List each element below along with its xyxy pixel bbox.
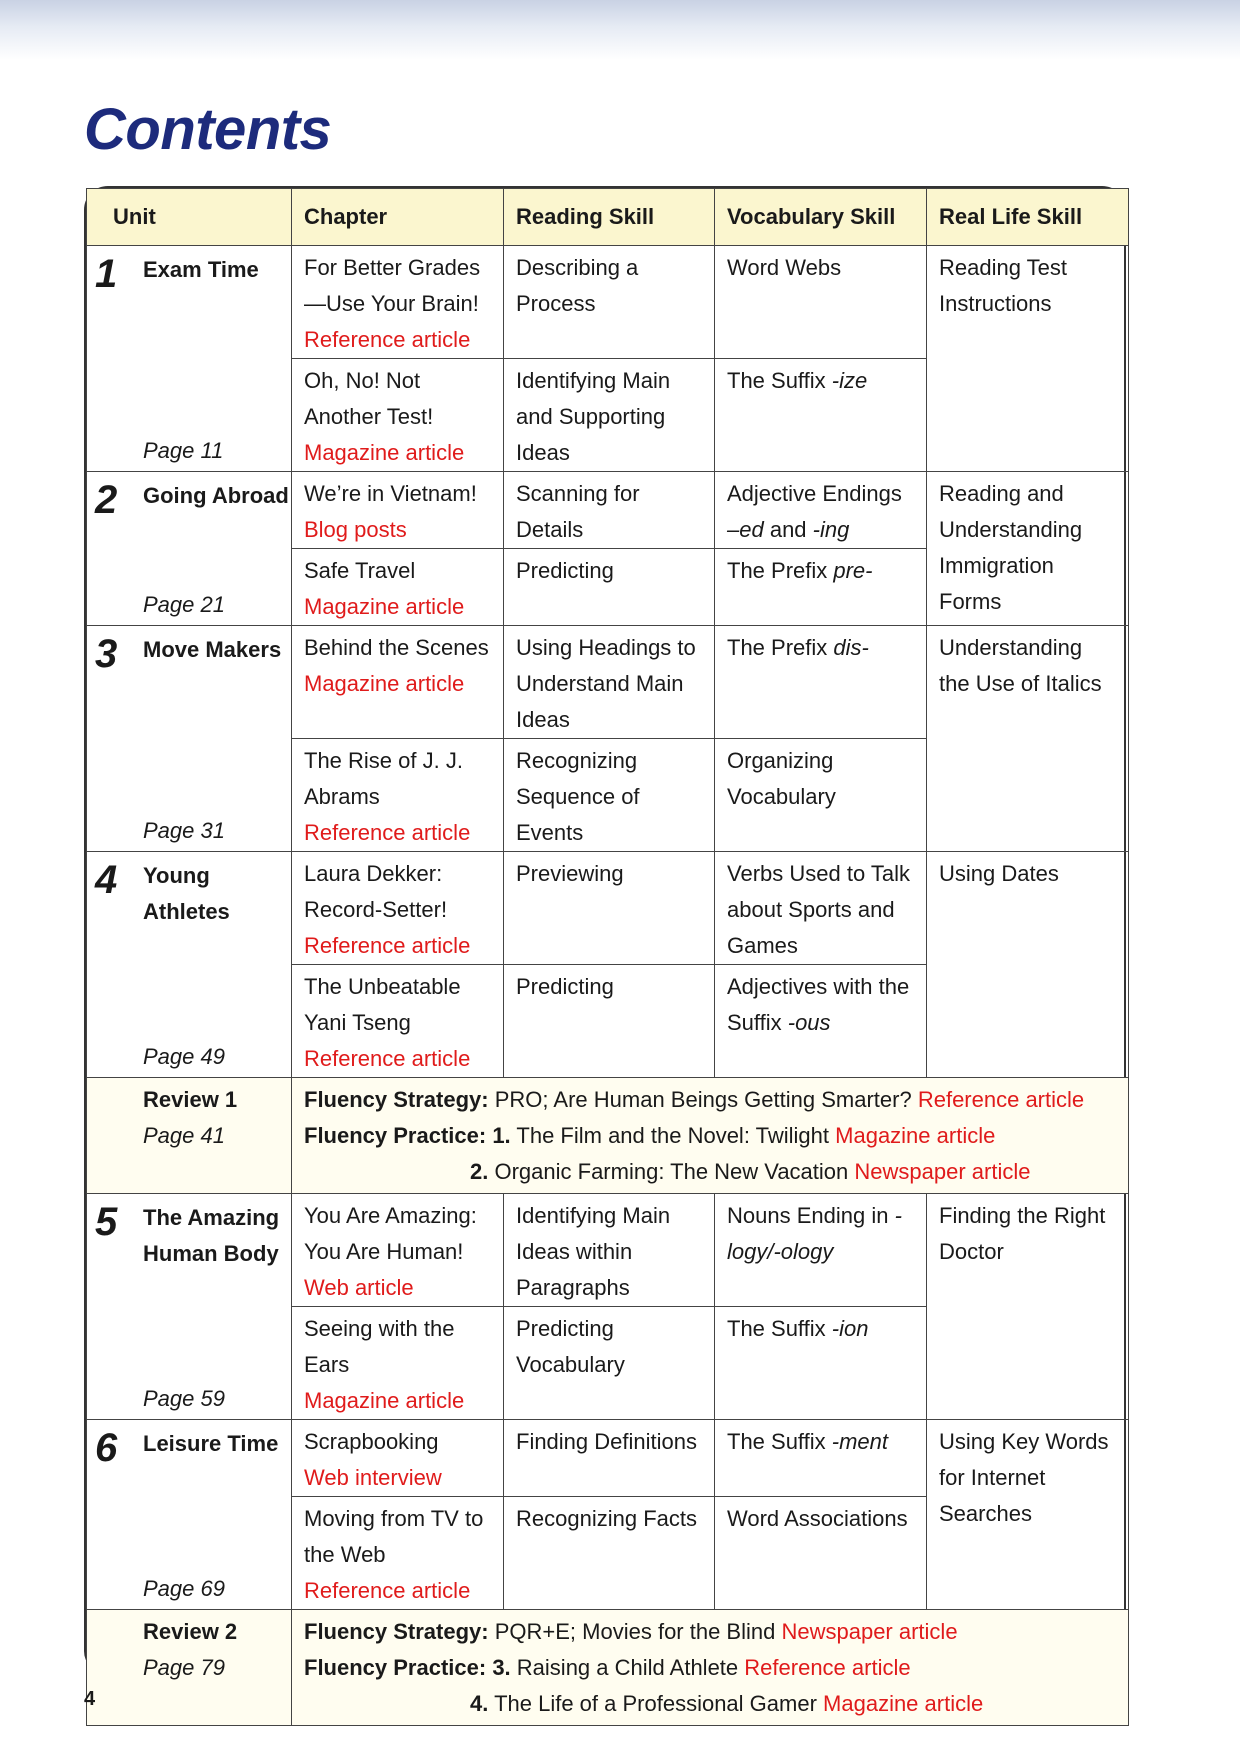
practice-title: The Film and the Novel: Twilight — [516, 1123, 830, 1148]
vocab-italic: dis- — [833, 635, 869, 660]
unit-name: Exam Time — [143, 257, 259, 282]
practice-type: Magazine article — [823, 1691, 984, 1716]
unit-chapter-row — [87, 626, 1129, 739]
practice-number: 3. — [492, 1655, 511, 1680]
article-type: Web interview — [304, 1465, 442, 1490]
fluency-strategy-line — [304, 1614, 1118, 1650]
article-type: Web article — [304, 1275, 414, 1300]
unit-page: Page 21 — [143, 592, 225, 617]
unit-number: 2 — [95, 478, 118, 522]
vocab-mid: and — [763, 517, 813, 542]
review-label-cell — [87, 1078, 292, 1194]
chapter-cell — [292, 472, 504, 549]
chapter-cell — [292, 1497, 504, 1610]
reading-skill-cell: Predicting — [504, 965, 715, 1078]
unit-cell — [87, 246, 292, 472]
reading-skill-cell: Previewing — [504, 852, 715, 965]
chapter-cell — [292, 1194, 504, 1307]
practice-title: Organic Farming: The New Vacation — [494, 1159, 849, 1184]
chapter-title: Moving from TV to the Web — [304, 1506, 484, 1567]
unit-number: 4 — [95, 858, 118, 902]
practice-number: 4. — [470, 1691, 489, 1716]
article-type: Magazine article — [304, 671, 465, 696]
unit-chapter-row — [87, 1194, 1129, 1307]
chapter-title: Laura Dekker: Record-Setter! — [304, 861, 448, 922]
vocab-skill-cell — [715, 246, 927, 359]
header-real-life-skill: Real Life Skill — [927, 189, 1129, 246]
unit-name: Going Abroad — [143, 483, 289, 508]
vocab-italic: -ous — [787, 1010, 831, 1035]
article-type: Reference article — [304, 1046, 471, 1071]
vocab-italic: -ize — [831, 368, 868, 393]
chapter-title: Oh, No! Not Another Test! — [304, 368, 434, 429]
chapter-cell — [292, 246, 504, 359]
unit-name: Leisure Time — [143, 1431, 279, 1456]
fluency-strategy-label: Fluency Strategy: — [304, 1619, 489, 1644]
vocab-skill-cell — [715, 1497, 927, 1610]
unit-chapter-row — [87, 852, 1129, 965]
chapter-cell — [292, 1420, 504, 1497]
reading-skill-cell: Predicting Vocabulary — [504, 1307, 715, 1420]
reading-skill-cell: Scanning for Details — [504, 472, 715, 549]
review-row — [87, 1610, 1129, 1726]
vocab-skill-cell — [715, 549, 927, 626]
review-label-cell — [87, 1610, 292, 1726]
vocab-text: Nouns Ending in — [727, 1203, 895, 1228]
unit-number: 6 — [95, 1426, 118, 1470]
header-chapter: Chapter — [292, 189, 504, 246]
chapter-cell — [292, 626, 504, 739]
vocab-skill-cell — [715, 739, 927, 852]
page-number: 4 — [84, 1688, 96, 1710]
article-type: Magazine article — [304, 1388, 465, 1413]
practice-title: The Life of a Professional Gamer — [494, 1691, 817, 1716]
review-name: Review 2 — [143, 1619, 238, 1644]
article-type: Reference article — [304, 1578, 471, 1603]
chapter-cell — [292, 965, 504, 1078]
vocab-skill-cell — [715, 1194, 927, 1307]
contents-table-frame — [84, 186, 1126, 1716]
fluency-practice-line — [304, 1118, 1118, 1154]
header-vocabulary-skill: Vocabulary Skill — [715, 189, 927, 246]
vocab-text: Word Webs — [727, 255, 842, 280]
unit-chapter-row — [87, 246, 1129, 359]
vocab-text: Word Associations — [727, 1506, 908, 1531]
reading-skill-cell: Predicting — [504, 549, 715, 626]
contents-table — [86, 188, 1129, 1726]
vocab-text: The Suffix — [727, 1316, 832, 1341]
vocab-text: The Prefix — [727, 635, 834, 660]
reading-skill-cell: Identifying Main and Supporting Ideas — [504, 359, 715, 472]
unit-number: 1 — [95, 252, 118, 296]
article-type: Magazine article — [304, 440, 465, 465]
unit-cell — [87, 1420, 292, 1610]
header-reading-skill: Reading Skill — [504, 189, 715, 246]
unit-page: Page 11 — [143, 438, 224, 463]
unit-cell — [87, 852, 292, 1078]
reading-skill-cell: Finding Definitions — [504, 1420, 715, 1497]
vocab-skill-cell — [715, 472, 927, 549]
vocab-text: Adjectives with the Suffix — [727, 974, 910, 1035]
review-content-cell — [292, 1078, 1129, 1194]
chapter-cell — [292, 1307, 504, 1420]
vocab-text: Verbs Used to Talk about Sports and Games — [727, 861, 911, 958]
reading-skill-cell: Identifying Main Ideas within Paragraphs — [504, 1194, 715, 1307]
vocab-text: The Suffix — [727, 368, 832, 393]
chapter-title: The Unbeatable Yani Tseng — [304, 974, 461, 1035]
article-type: Reference article — [304, 933, 471, 958]
chapter-title: You Are Amazing: You Are Human! — [304, 1203, 477, 1264]
unit-name: The Amazing Human Body — [143, 1205, 280, 1266]
fluency-practice-line — [304, 1650, 1118, 1686]
review-page: Page 41 — [143, 1123, 225, 1148]
practice-type: Reference article — [744, 1655, 911, 1680]
review-page: Page 79 — [143, 1655, 225, 1680]
real-life-skill-cell: Reading Test Instructions — [927, 246, 1129, 472]
vocab-italic: -ion — [831, 1316, 869, 1341]
unit-name: Move Makers — [143, 637, 282, 662]
unit-cell — [87, 1194, 292, 1420]
vocab-text: Adjective Endings — [727, 481, 902, 506]
fluency-strategy-text: PRO; Are Human Beings Getting Smarter? — [494, 1087, 912, 1112]
practice-title: Raising a Child Athlete — [516, 1655, 739, 1680]
fluency-strategy-type: Reference article — [917, 1087, 1085, 1112]
vocab-italic: pre- — [833, 558, 873, 583]
real-life-skill-cell: Using Dates — [927, 852, 1129, 1078]
real-life-skill-cell: Understanding the Use of Italics — [927, 626, 1129, 852]
unit-name: Young Athletes — [143, 863, 230, 924]
chapter-cell — [292, 359, 504, 472]
vocab-skill-cell — [715, 1307, 927, 1420]
unit-page: Page 59 — [143, 1386, 225, 1411]
chapter-title: Safe Travel — [304, 558, 416, 583]
chapter-title: The Rise of J. J. Abrams — [304, 748, 463, 809]
vocab-skill-cell — [715, 626, 927, 739]
unit-page: Page 49 — [143, 1044, 225, 1069]
article-type: Magazine article — [304, 594, 465, 619]
fluency-strategy-line — [304, 1082, 1118, 1118]
reading-skill-cell: Describing a Process — [504, 246, 715, 359]
vocab-text: Organizing Vocabulary — [727, 748, 836, 809]
vocab-skill-cell — [715, 965, 927, 1078]
article-type: Reference article — [304, 327, 471, 352]
fluency-practice-line — [304, 1154, 1118, 1190]
chapter-title: For Better Grades—Use Your Brain! — [304, 255, 481, 316]
vocab-skill-cell — [715, 1420, 927, 1497]
vocab-skill-cell — [715, 852, 927, 965]
fluency-practice-label: Fluency Practice: — [304, 1123, 487, 1148]
chapter-title: Behind the Scenes — [304, 635, 489, 660]
unit-cell — [87, 472, 292, 626]
vocab-text: The Suffix — [727, 1429, 832, 1454]
fluency-strategy-label: Fluency Strategy: — [304, 1087, 489, 1112]
vocab-italic: -ment — [831, 1429, 889, 1454]
chapter-cell — [292, 739, 504, 852]
unit-chapter-row — [87, 472, 1129, 549]
chapter-title: We’re in Vietnam! — [304, 481, 477, 506]
article-type: Reference article — [304, 820, 471, 845]
practice-type: Newspaper article — [854, 1159, 1031, 1184]
vocab-italic: -logy/-ology — [727, 1203, 902, 1264]
unit-number: 5 — [95, 1200, 118, 1244]
practice-number: 1. — [492, 1123, 511, 1148]
header-unit: Unit — [87, 189, 292, 246]
article-type: Blog posts — [304, 517, 407, 542]
unit-cell — [87, 626, 292, 852]
fluency-strategy-text: PQR+E; Movies for the Blind — [494, 1619, 776, 1644]
unit-number: 3 — [95, 632, 118, 676]
reading-skill-cell: Recognizing Sequence of Events — [504, 739, 715, 852]
unit-page: Page 69 — [143, 1576, 225, 1601]
vocab-italic-2: -ing — [812, 517, 850, 542]
table-body — [87, 246, 1129, 1726]
unit-page: Page 31 — [143, 818, 225, 843]
review-content-cell — [292, 1610, 1129, 1726]
real-life-skill-cell: Reading and Understanding Immigration Forms — [927, 472, 1129, 626]
chapter-title: Seeing with the Ears — [304, 1316, 455, 1377]
chapter-cell — [292, 852, 504, 965]
vocab-skill-cell — [715, 359, 927, 472]
chapter-title: Scrapbooking — [304, 1429, 439, 1454]
fluency-practice-line — [304, 1686, 1118, 1722]
chapter-cell — [292, 549, 504, 626]
fluency-strategy-type: Newspaper article — [781, 1619, 958, 1644]
reading-skill-cell: Using Headings to Understand Main Ideas — [504, 626, 715, 739]
reading-skill-cell: Recognizing Facts — [504, 1497, 715, 1610]
vocab-italic: –ed — [727, 517, 764, 542]
real-life-skill-cell: Using Key Words for Internet Searches — [927, 1420, 1129, 1610]
table-header-row — [87, 189, 1129, 246]
page-title: Contents — [84, 97, 332, 162]
top-scan-band — [0, 0, 1240, 60]
review-row — [87, 1078, 1129, 1194]
practice-type: Magazine article — [835, 1123, 996, 1148]
fluency-practice-label: Fluency Practice: — [304, 1655, 487, 1680]
review-name: Review 1 — [143, 1087, 238, 1112]
practice-number: 2. — [470, 1159, 489, 1184]
real-life-skill-cell: Finding the Right Doctor — [927, 1194, 1129, 1420]
vocab-text: The Prefix — [727, 558, 834, 583]
unit-chapter-row — [87, 1420, 1129, 1497]
